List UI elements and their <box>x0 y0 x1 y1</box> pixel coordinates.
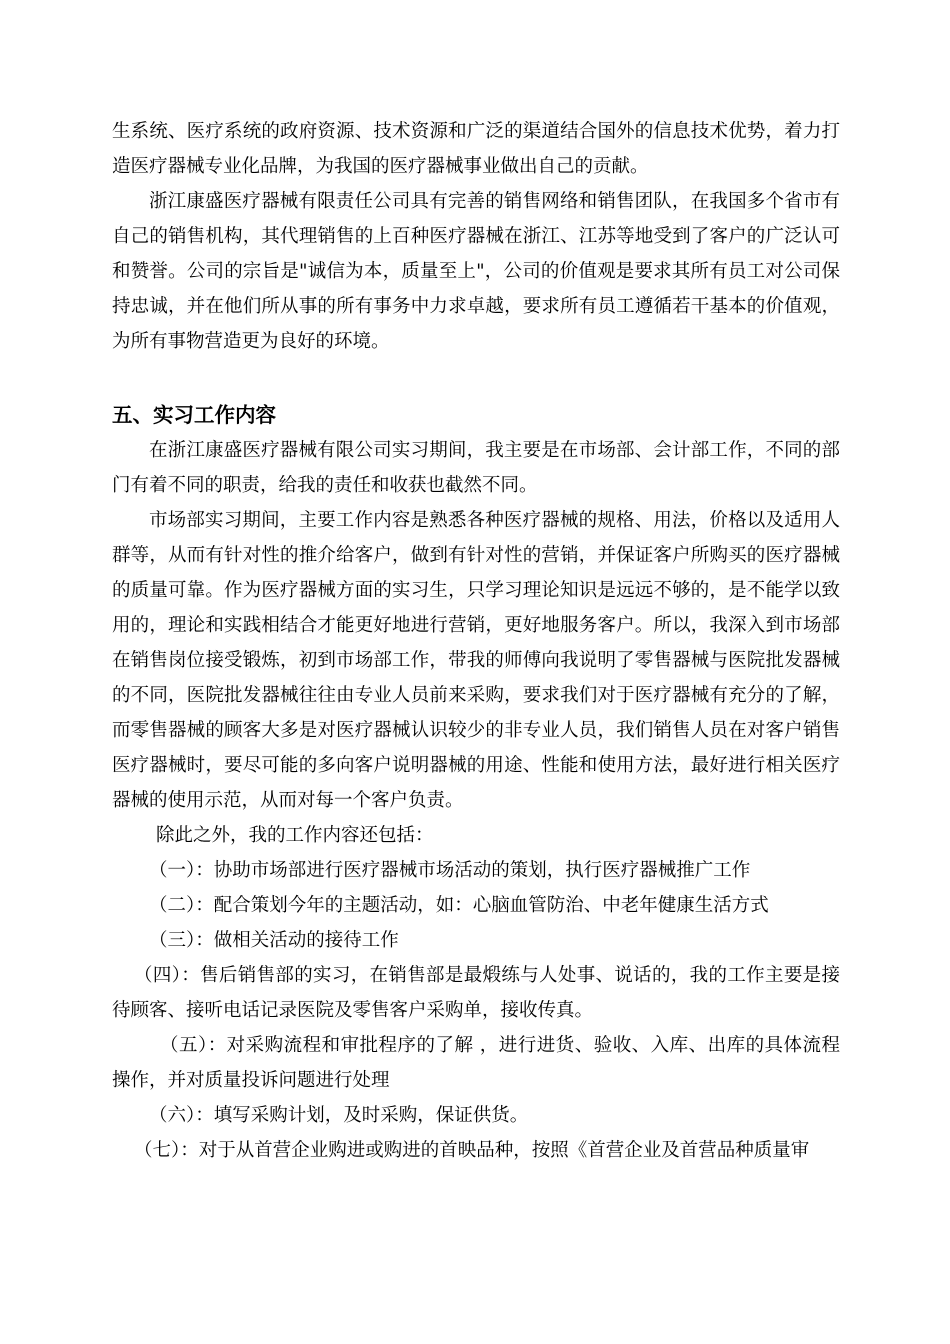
list-item: （一）：协助市场部进行医疗器械市场活动的策划，执行医疗器械推广工作 <box>149 860 751 881</box>
list-item: （六）：填写采购计划，及时采购，保证供货。 <box>149 1105 529 1126</box>
list-item: （五）：对采购流程和审批程序的了解 ，进行进货、验收、入库、出库的具体流程操作，并对质量投诉问题进行处理 <box>112 1035 840 1091</box>
paragraph-other-duties: 除此之外，我的工作内容还包括： <box>156 825 434 846</box>
list-item: （七）：对于从首营企业购进或购进的首映品种，按照《首营企业及首营品种质量审 <box>134 1140 810 1161</box>
paragraph-intro-continuation: 生系统、医疗系统的政府资源、技术资源和广泛的渠道结合国外的信息技术优势，着力打造医疗器械专业化品牌，为我国的医疗器械事业做出自己的贡献。 <box>112 121 840 177</box>
list-item: （二）：配合策划今年的主题活动，如：心脑血管防治、中老年健康生活方式 <box>149 895 769 916</box>
paragraph-internship-overview: 在浙江康盛医疗器械有限公司实习期间，我主要是在市场部、会计部工作，不同的部门有着不同的职责，给我的责任和收获也截然不同。 <box>112 440 840 496</box>
document-body <box>112 114 840 1168</box>
paragraph-market-department: 市场部实习期间，主要工作内容是熟悉各种医疗器械的规格、用法，价格以及适用人群等，从而有针对性的推介给客户，做到有针对性的营销，并保证客户所购买的医疗器械的质量可靠。作为医疗器械方面的实习生，只学习理论知识是远远不够的，是不能学以致用的，理论和实践相结合才能更好地进行营销，更好地服务客户。所以，我深入到市场部在销售岗位接受锻炼，初到市场部工作，带我的师傅向我说明了零售器械与医院批发器械的不同，医院批发器械往往由专业人员前来采购，要求我们对于医疗器械有充分的了解，而零售器械的顾客大多是对医疗器械认识较少的非专业人员，我们销售人员在对客户销售医疗器械时，要尽可能的多向客户说明器械的用途、性能和使用方法，最好进行相关医疗器械的使用示范，从而对每一个客户负责。 <box>112 510 840 811</box>
list-item: （四）：售后销售部的实习，在销售部是最煅练与人处事、说话的，我的工作主要是接待顾客、接听电话记录医院及零售客户采购单，接收传真。 <box>112 965 840 1021</box>
paragraph-company-description: 浙江康盛医疗器械有限责任公司具有完善的销售网络和销售团队，在我国多个省市有自己的销售机构，其代理销售的上百种医疗器械在浙江、江苏等地受到了客户的广泛认可和赞誉。公司的宗旨是"诚信为本，质量至上"，公司的价值观是要求其所有员工对公司保持忠诚，并在他们所从事的所有事务中力求卓越，要求所有员工遵循若干基本的价值观，为所有事物营造更为良好的环境。 <box>112 191 840 352</box>
list-item: （三）：做相关活动的接待工作 <box>149 930 399 951</box>
section-heading: 五、实习工作内容 <box>112 403 276 427</box>
